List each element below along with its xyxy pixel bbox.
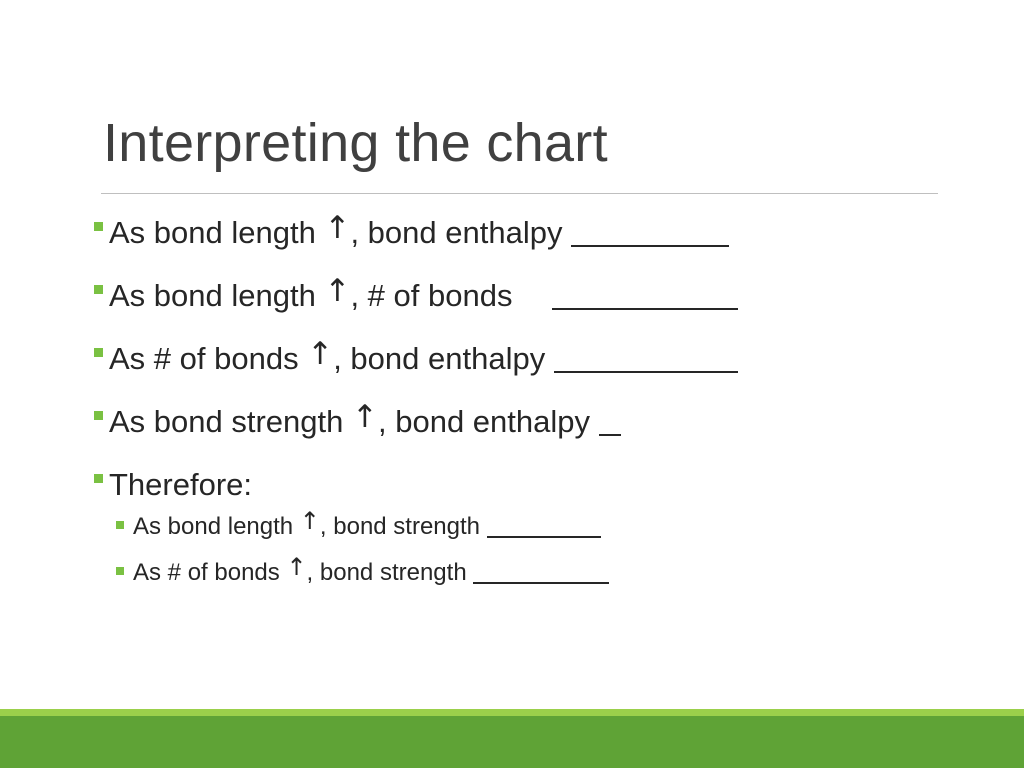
sub-bullet-text-pre: As # of bonds bbox=[133, 559, 280, 586]
bullet-text-post: , bond enthalpy bbox=[378, 404, 591, 439]
footer-band bbox=[0, 716, 1024, 768]
answer-blank bbox=[552, 278, 738, 310]
answer-blank bbox=[487, 514, 601, 538]
bullet-text-pre: As # of bonds bbox=[109, 341, 299, 376]
footer-accent-stripe bbox=[0, 709, 1024, 716]
up-arrow-icon: ↑ bbox=[307, 336, 334, 372]
bullet-item-1 bbox=[94, 211, 934, 274]
bullet-square-icon bbox=[94, 222, 103, 231]
answer-blank bbox=[599, 404, 621, 436]
bullet-square-icon bbox=[94, 474, 103, 483]
bullet-text-pre: As bond strength bbox=[109, 404, 344, 439]
sub-bullet-item-1 bbox=[94, 509, 934, 555]
bullet-list bbox=[94, 211, 934, 601]
bullet-item-therefore bbox=[94, 463, 934, 509]
title-divider bbox=[101, 193, 938, 194]
sub-bullet-text-pre: As bond length bbox=[133, 513, 294, 540]
bullet-text-pre: As bond length bbox=[109, 278, 316, 313]
bullet-square-icon bbox=[116, 521, 124, 529]
bullet-item-2 bbox=[94, 274, 934, 337]
bullet-square-icon bbox=[116, 567, 124, 575]
answer-blank bbox=[571, 215, 729, 247]
up-arrow-icon: ↑ bbox=[352, 399, 378, 435]
up-arrow-icon: ↑ bbox=[324, 273, 351, 309]
bullet-square-icon bbox=[94, 348, 103, 357]
sub-bullet-item-2 bbox=[94, 555, 934, 601]
bullet-square-icon bbox=[94, 285, 103, 294]
bullet-item-4 bbox=[94, 400, 934, 463]
slide-title: Interpreting the chart bbox=[103, 113, 608, 173]
up-arrow-icon: ↑ bbox=[286, 553, 307, 581]
up-arrow-icon: ↑ bbox=[299, 507, 320, 535]
answer-blank bbox=[554, 341, 738, 373]
bullet-text: Therefore: bbox=[109, 467, 253, 502]
answer-blank bbox=[473, 560, 609, 584]
bullet-square-icon bbox=[94, 411, 103, 420]
bullet-item-3 bbox=[94, 337, 934, 400]
bullet-text-post: , # of bonds bbox=[350, 278, 513, 313]
bullet-text-post: , bond enthalpy bbox=[333, 341, 546, 376]
bullet-text-post: , bond enthalpy bbox=[350, 215, 563, 250]
sub-bullet-text-post: , bond strength bbox=[319, 513, 481, 540]
bullet-text-pre: As bond length bbox=[109, 215, 316, 250]
sub-bullet-text-post: , bond strength bbox=[306, 559, 467, 586]
up-arrow-icon: ↑ bbox=[324, 210, 351, 246]
